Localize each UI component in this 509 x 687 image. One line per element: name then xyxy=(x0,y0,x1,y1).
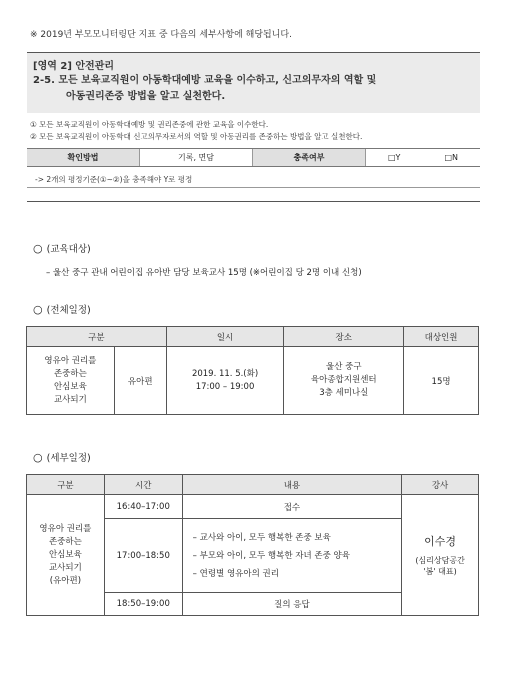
header-place: 장소 xyxy=(284,327,404,347)
header-time: 시간 xyxy=(104,475,182,495)
content-item: – 연령별 영유아의 권리 xyxy=(192,568,279,579)
met-options xyxy=(366,149,480,166)
target-text: – 울산 중구 관내 어린이집 유아반 담당 보육교사 15명 (※어린이집 당 2명 이내 신청) xyxy=(46,268,362,278)
area-label: [영역 2] 안전관리 xyxy=(33,61,115,72)
divider xyxy=(27,187,480,188)
schedule-table xyxy=(26,326,479,415)
header-category: 구분 xyxy=(27,327,167,347)
section-target-title: ○ (교육대상) xyxy=(33,242,91,255)
datetime-cell: 2019. 11. 5.(화) 17:00 – 19:00 xyxy=(166,347,284,415)
content-cell: 접수 xyxy=(182,495,401,519)
method-value: 기록, 면담 xyxy=(140,149,253,166)
header-datetime: 일시 xyxy=(166,327,284,347)
circle-bullet-icon: ○ xyxy=(33,451,43,464)
program-name: 영유아 권리를 존중하는 안심보육 교사되기 (유아편) xyxy=(27,495,105,616)
met-label: 충족여부 xyxy=(253,149,366,166)
option-yes[interactable]: □Y xyxy=(388,153,401,162)
evaluation-note: -> 2개의 평정기준(①~②)을 충족해야 Y로 평정 xyxy=(35,175,193,184)
section-schedule-title: ○ (전체일정) xyxy=(33,303,91,316)
section-detail-title: ○ (세부일정) xyxy=(33,451,91,464)
header-count: 대상인원 xyxy=(404,327,479,347)
criterion-1: ① 모든 보육교직원이 아동학대예방 및 권리존중에 관한 교육을 이수한다. xyxy=(30,120,269,129)
standard-line2: 아동권리존중 방법을 알고 실천한다. xyxy=(66,91,226,102)
program-name: 영유아 권리를 존중하는 안심보육 교사되기 xyxy=(27,347,115,415)
lecturer-cell xyxy=(402,495,479,616)
top-note: ※ 2019년 부모모니터링단 지표 중 다음의 세부사항에 해당됩니다. xyxy=(30,30,292,40)
content-item: – 부모와 아이, 모두 행복한 자녀 존중 양육 xyxy=(192,550,350,561)
content-cell: 질의 응답 xyxy=(182,593,401,616)
criterion-2: ② 모든 보육교직원이 아동학대 신고의무자로서의 역할 및 아동권리를 존중하는 방법을 알고 실천한다. xyxy=(30,132,363,141)
content-item: – 교사와 아이, 모두 행복한 존중 보육 xyxy=(192,532,331,543)
indicator-header xyxy=(27,53,480,113)
circle-bullet-icon: ○ xyxy=(33,242,43,255)
check-row xyxy=(27,148,480,167)
standard-line1: 2-5. 모든 보육교직원이 아동학대예방 교육을 이수하고, 신고의무자의 역할 및 xyxy=(33,75,377,86)
time-cell: 16:40–17:00 xyxy=(104,495,182,519)
content-cell xyxy=(182,519,401,593)
header-lecturer: 강사 xyxy=(402,475,479,495)
header-category: 구분 xyxy=(27,475,105,495)
method-label: 확인방법 xyxy=(27,149,140,166)
count-cell: 15명 xyxy=(404,347,479,415)
class-name: 유아편 xyxy=(114,347,166,415)
lecturer-name: 이수경 xyxy=(424,535,457,548)
lecturer-org: '봄' 대표) xyxy=(423,567,457,576)
time-cell: 18:50–19:00 xyxy=(104,593,182,616)
detail-table xyxy=(26,474,479,616)
option-no[interactable]: □N xyxy=(444,153,458,162)
place-cell: 울산 중구 육아종합지원센터 3층 세미나실 xyxy=(284,347,404,415)
indicator-box xyxy=(27,52,480,202)
lecturer-org: (심리상담공간 xyxy=(415,556,465,565)
header-content: 내용 xyxy=(182,475,401,495)
circle-bullet-icon: ○ xyxy=(33,303,43,316)
time-cell: 17:00–18:50 xyxy=(104,519,182,593)
